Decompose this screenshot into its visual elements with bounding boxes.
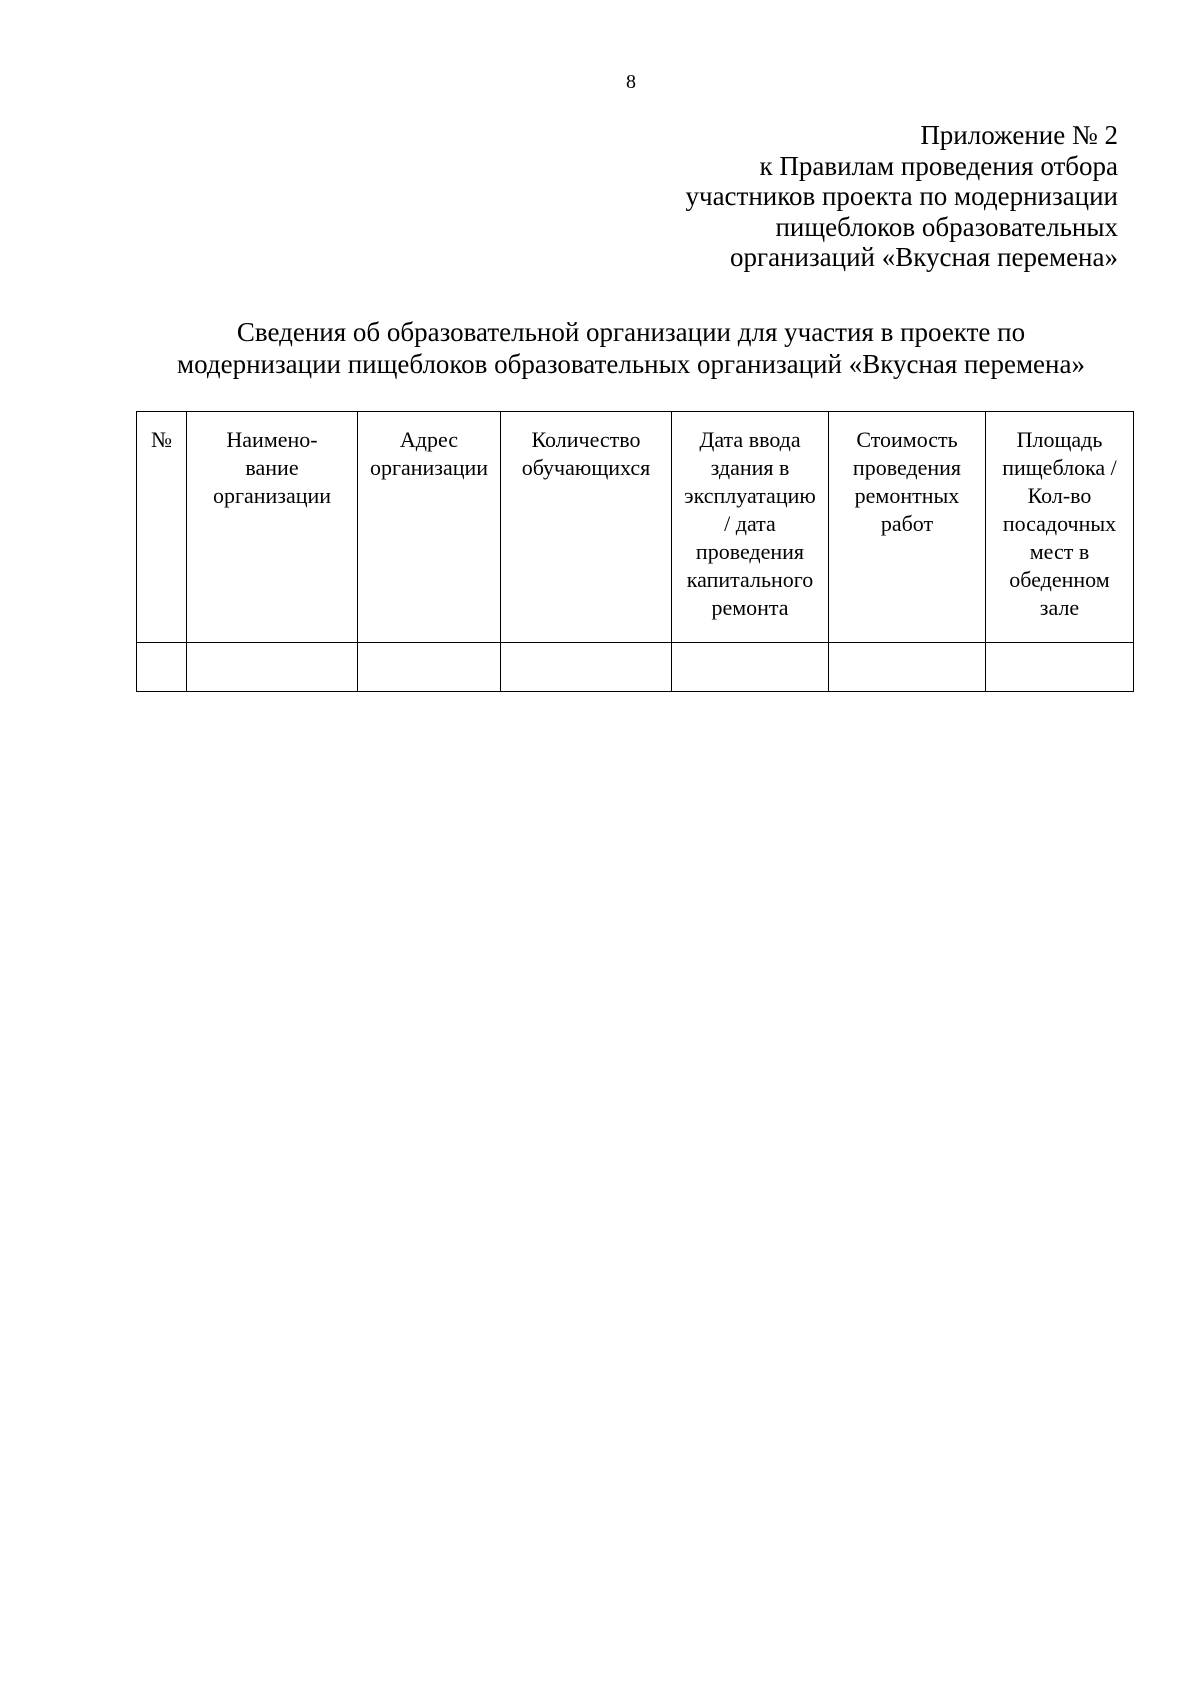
table-header-row: [137, 412, 1134, 643]
table-cell: [501, 643, 672, 692]
table-row: [137, 643, 1134, 692]
column-header-area: Площадь пищеблока / Кол-во посадочных мест в обеденном зале: [986, 412, 1134, 643]
table-cell: [672, 643, 829, 692]
appendix-heading: [518, 120, 1118, 273]
table-cell: [986, 643, 1134, 692]
document-title: [0, 316, 1200, 380]
organization-info-table: [136, 411, 1134, 692]
column-header-number: №: [137, 412, 187, 643]
document-title-line: Сведения об образовательной организации для участия в проекте по: [236, 317, 1026, 347]
column-header-students: Количество обучающихся: [501, 412, 672, 643]
column-header-cost: Стоимость проведения ремонтных работ: [829, 412, 986, 643]
table-cell: [358, 643, 501, 692]
appendix-line: Приложение № 2: [920, 120, 1118, 150]
appendix-line: пищеблоков образовательных: [775, 211, 1118, 242]
column-header-address: Адрес организации: [358, 412, 501, 643]
appendix-line: организаций «Вкусная перемена»: [730, 242, 1118, 272]
document-title-line: модернизации пищеблоков образовательных организаций «Вкусная перемена»: [177, 349, 1085, 379]
appendix-line: к Правилам проведения отбора: [759, 150, 1118, 181]
table-cell: [187, 643, 358, 692]
table-cell: [829, 643, 986, 692]
appendix-line: участников проекта по модернизации: [685, 181, 1118, 211]
column-header-name: Наимено- вание организации: [187, 412, 358, 643]
column-header-dates: Дата ввода здания в эксплуатацию / дата проведения капитального ремонта: [672, 412, 829, 643]
page-number: 8: [626, 71, 636, 93]
table-cell: [137, 643, 187, 692]
